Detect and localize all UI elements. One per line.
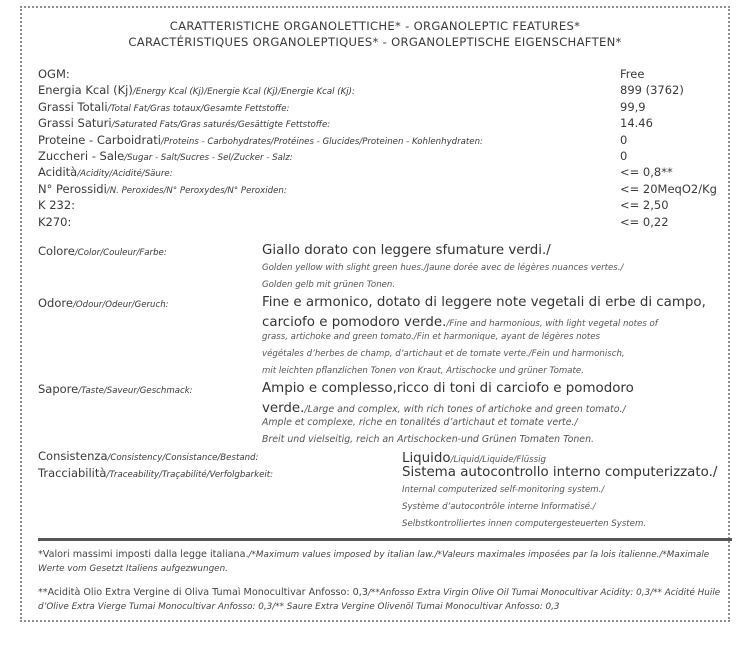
row-label: Grassi Saturi/Saturated Fats/Gras saturés/Gesättigte Fettstoffe: — [38, 116, 331, 130]
row-label: Grassi Totali/Total Fat/Gras totaux/Gesamte Fettstoffe: — [38, 100, 290, 114]
row-value: <= 2,50 — [620, 198, 669, 212]
odore-description-1: Fine e armonico, dotato di leggere note vegetali di erbe di campo, — [262, 295, 706, 310]
colore-description: Giallo dorato con leggere sfumature verdi./ — [262, 243, 551, 258]
colore-label: Colore/Color/Couleur/Farbe: — [38, 244, 167, 258]
sapore-translation-1: Ample et complexe, riche en tonalités d’artichaut et tomate verte./ — [262, 417, 578, 428]
title-line-1: CARATTERISTICHE ORGANOLETTICHE* - ORGANOLEPTIC FEATURES* — [169, 19, 581, 33]
tracciabilita-translation-1: Internal computerized self-monitoring system./ — [402, 485, 605, 495]
row-value: <= 0,8** — [620, 165, 673, 179]
row-label: OGM: — [38, 67, 70, 81]
row-label: K270: — [38, 215, 72, 229]
row-value: 14.46 — [620, 116, 653, 130]
sapore-description-2: verde./Large and complex, with rich tones of artichoke and green tomato./ — [262, 401, 626, 416]
footnote-2: **Acidità Olio Extra Vergine di Oliva Tumaì Monocultivar Anfosso: 0,3/**Anfosso Extra Virgin Olive Oil Tumai Monocultivar Acidity: 0,3/** Acidité Huile d’Olive Extra Vierge Tumai Monocultivar Anfosso: 0,3/** Saure Extra Vergine Olivenöl Tumai Monocultivar Anfosso: 0,3 — [38, 587, 721, 612]
row-value: 0 — [620, 133, 628, 147]
footnote-1: *Valori massimi imposti dalla legge italiana./*Maximum values imposed by italian law./*Valeurs maximales imposées par la lois italienne./*Maximale Werte vom Gesetzt Italiens aufgezwungen. — [38, 549, 710, 574]
row-label: Energia Kcal (Kj)/Energy Kcal (Kj)/Energie Kcal (Kj)/Energie Kcal (Kj): — [38, 83, 355, 97]
row-value: 899 (3762) — [620, 83, 684, 97]
consistenza-label: Consistenza/Consistency/Consistance/Bestand: — [38, 449, 259, 463]
sapore-label: Sapore/Taste/Saveur/Geschmack: — [38, 382, 193, 396]
row-label: N° Perossidi/N. Peroxides/N° Peroxydes/N° Peroxiden: — [38, 182, 287, 196]
row-label: K 232: — [38, 198, 76, 212]
row-value: <= 0,22 — [620, 215, 669, 229]
organoleptic-features-card — [20, 6, 730, 622]
row-value: 99,9 — [620, 100, 646, 114]
title-line-2: CARACTÉRISTIQUES ORGANOLEPTIQUES* - ORGANOLEPTISCHE EIGENSCHAFTEN* — [128, 35, 622, 49]
sapore-translation-2: Breit und vielseitig, reich an Artischocken-und Grünen Tomaten Tonen. — [262, 434, 594, 445]
odore-translation-1: grass, artichoke and green tomato./Fin et harmonique, ayant de légères notes — [262, 332, 600, 342]
row-label: Acidità/Acidity/Acidité/Säure: — [38, 165, 173, 179]
odore-translation-2: végétales d’herbes de champ, d’artichaut et de tomate verte./Fein und harmonisch, — [262, 349, 625, 359]
row-label: Zuccheri - Sale/Sugar - Salt/Sucres - Sel/Zucker - Salz: — [38, 149, 293, 163]
colore-translation-2: Golden gelb mit grünen Tonen. — [262, 280, 396, 290]
row-value: 0 — [620, 149, 628, 163]
row-label: Proteine - Carboidrati/Proteins - Carbohydrates/Protéines - Glucides/Proteinen - Kohlenhydraten: — [38, 133, 483, 147]
row-value: <= 20MeqO2/Kg — [620, 182, 717, 196]
odore-description-2: carciofo e pomodoro verde./Fine and harmonious, with light vegetal notes of — [262, 315, 658, 330]
odore-translation-3: mit leichten pflanzlichen Tonen von Kraut, Artischocke und grüner Tomate. — [262, 366, 584, 376]
tracciabilita-translation-3: Selbstkontrolliertes innen computergesteuerten System. — [402, 519, 647, 529]
row-value: Free — [620, 67, 645, 81]
consistenza-value: Liquido/Liquid/Liquide/Flüssig — [402, 451, 546, 466]
odore-label: Odore/Odour/Odeur/Geruch: — [38, 296, 169, 310]
sapore-description-1: Ampio e complesso,ricco di toni di carciofo e pomodoro — [262, 381, 634, 396]
tracciabilita-label: Tracciabilità/Traceability/Traçabilité/Verfolgbarkeit: — [38, 466, 274, 480]
separator-line — [38, 538, 732, 541]
colore-translation-1: Golden yellow with slight green hues./Jaune dorée avec de légères nuances vertes./ — [262, 263, 624, 273]
tracciabilita-translation-2: Système d’autocontrôle interne Informatisé./ — [402, 502, 596, 512]
tracciabilita-description: Sistema autocontrollo interno computerizzato./ — [402, 465, 718, 480]
